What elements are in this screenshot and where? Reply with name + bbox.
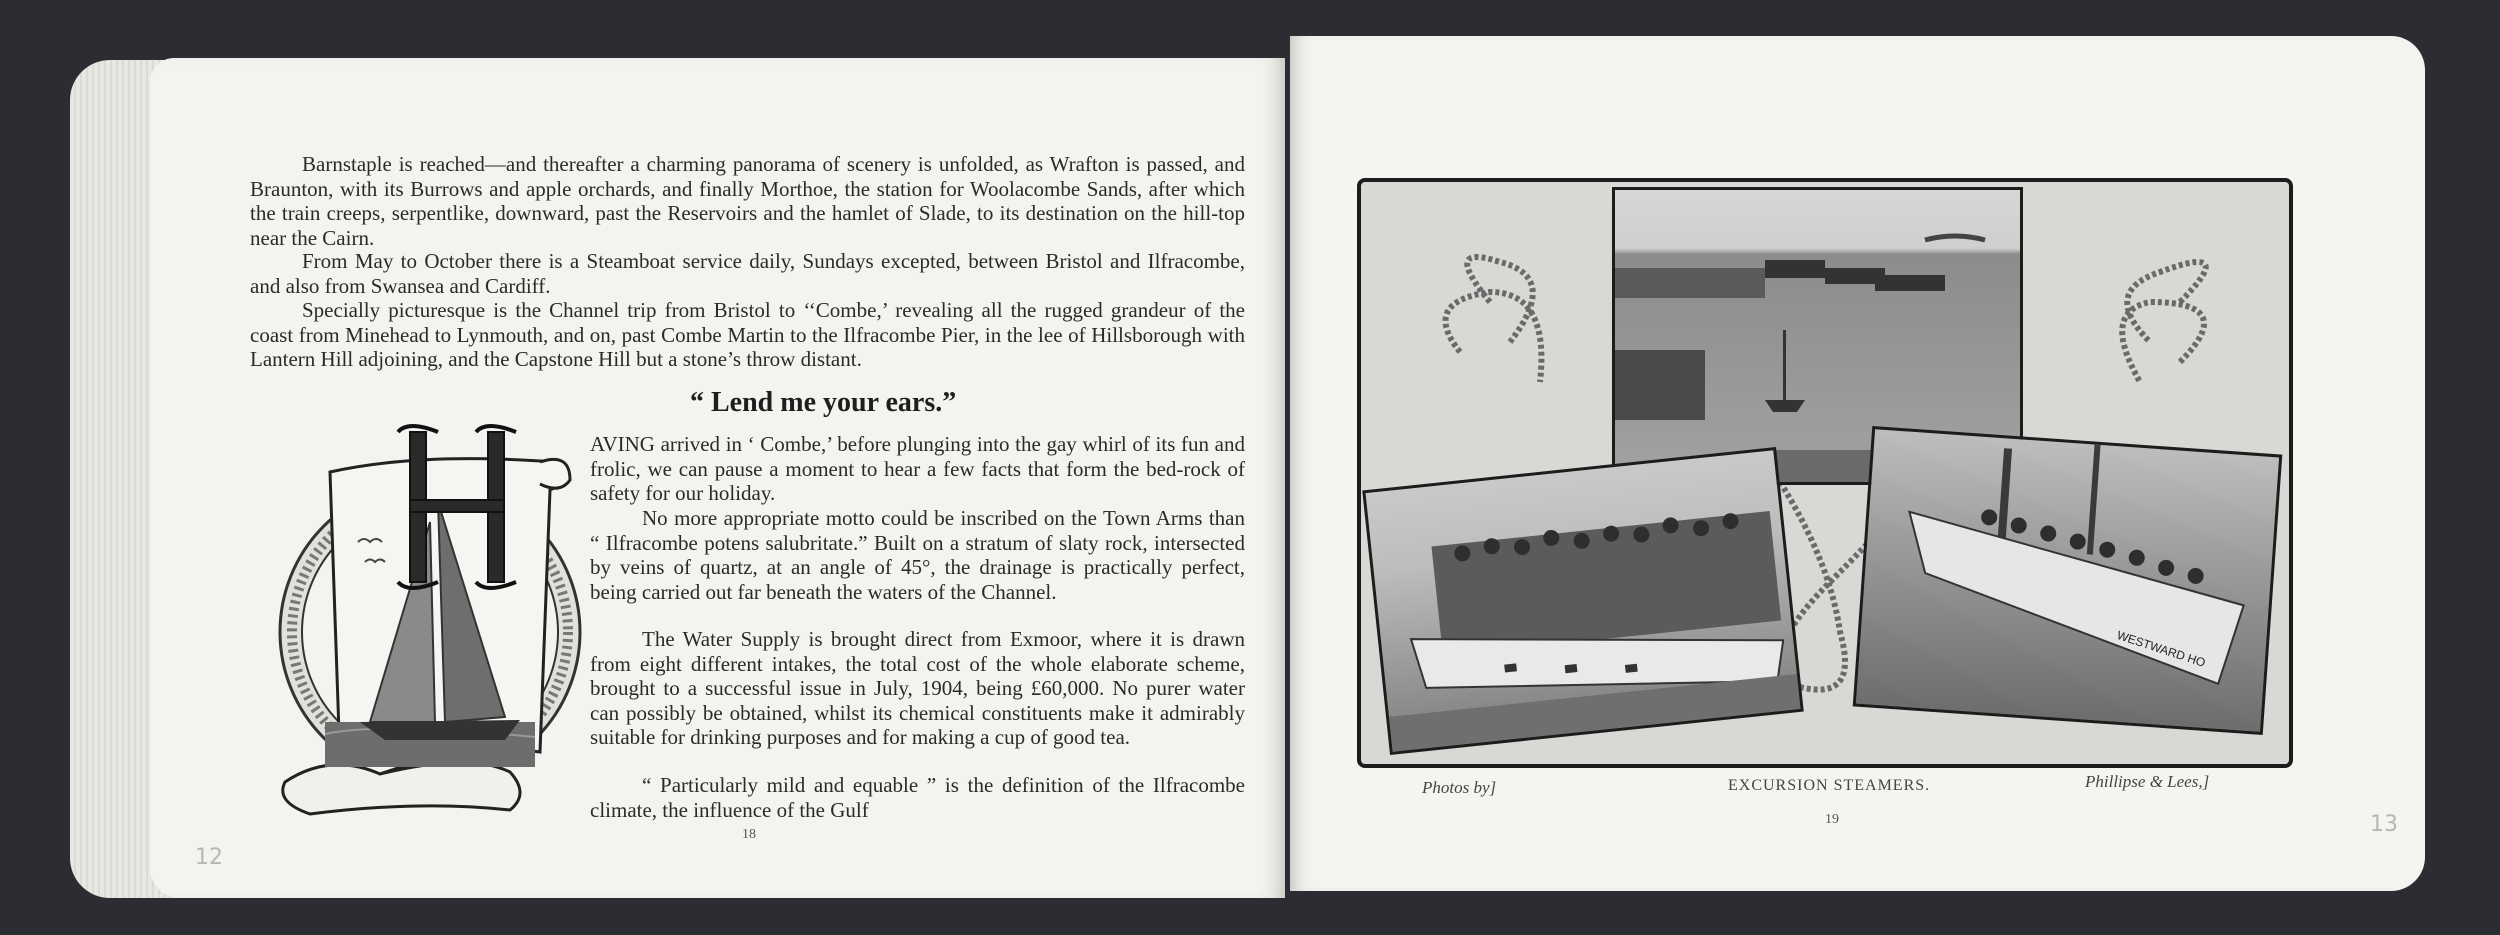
column-paragraph-4: “ Particularly mild and equable ” is the definition of the Ilfracombe climate, the influence of the Gulf (590, 773, 1245, 822)
column-paragraph-2: No more appropriate motto could be inscribed on the Town Arms than “ Ilfracombe potens salubritate.” Built on a stratum of slaty rock, intersected by veins of quartz, at an angle of 45°, the drainage is practically perfect, being carried out far beneath the waters of the Channel. (590, 506, 1245, 604)
page-number-left: 18 (742, 827, 756, 842)
caption-photographers: Phillipse & Lees,] (2085, 772, 2210, 791)
crowded-deck-photo (1362, 447, 1804, 755)
margin-note-left: 12 (195, 845, 223, 870)
steamer-name: WESTWARD HO (2115, 628, 2208, 670)
intro-paragraph-2: From May to October there is a Steamboat service daily, Sundays excepted, between Bristol and Ilfracombe, and also from Swansea and Cardiff. (250, 249, 1245, 298)
steamer-photo (1853, 426, 2283, 735)
drop-cap-illustration (270, 422, 590, 842)
drop-cap-letter: H (270, 422, 271, 423)
page-number-right: 19 (1825, 812, 1839, 827)
section-heading: “ Lend me your ears.” (690, 387, 957, 418)
caption-photos-by: Photos by] (1422, 778, 1497, 797)
intro-paragraph-1: Barnstaple is reached—and thereafter a charming panorama of scenery is unfolded, as Wrafton is passed, and Braunton, with its Burrows and apple orchards, and finally Morthoe, the station for Woolacombe Sands, after which the train creeps, serpentlike, downward, past the Reservoirs and the hamlet of Slade, to its destination on the hill-top near the Cairn. (250, 152, 1245, 250)
caption-title: EXCURSION STEAMERS. (1728, 777, 1931, 794)
intro-paragraph-3: Specially picturesque is the Channel trip from Bristol to ‘‘Combe,’ revealing all the rugged grandeur of the coast from Minehead to Lynmouth, and on, past Combe Martin to the Ilfracombe Pier, in the lee of Hillsborough with Lantern Hill adjoining, and the Capstone Hill but a stone’s throw distant. (250, 298, 1245, 371)
column-paragraph-1: AVING arrived in ‘ Combe,’ before plunging into the gay whirl of its fun and frolic, we can pause a moment to hear a few facts that form the bed-rock of safety for our holiday. (590, 432, 1245, 505)
margin-note-right: 13 (2370, 812, 2398, 837)
column-paragraph-3: The Water Supply is brought direct from Exmoor, where it is drawn from eight different intakes, the total cost of the whole elaborate scheme, brought to a successful issue in July, 1904, being £60,000. No purer water can possibly be obtained, whilst its chemical constituents make it admirably suitable for drinking purposes and for making a cup of good tea. (590, 627, 1245, 749)
